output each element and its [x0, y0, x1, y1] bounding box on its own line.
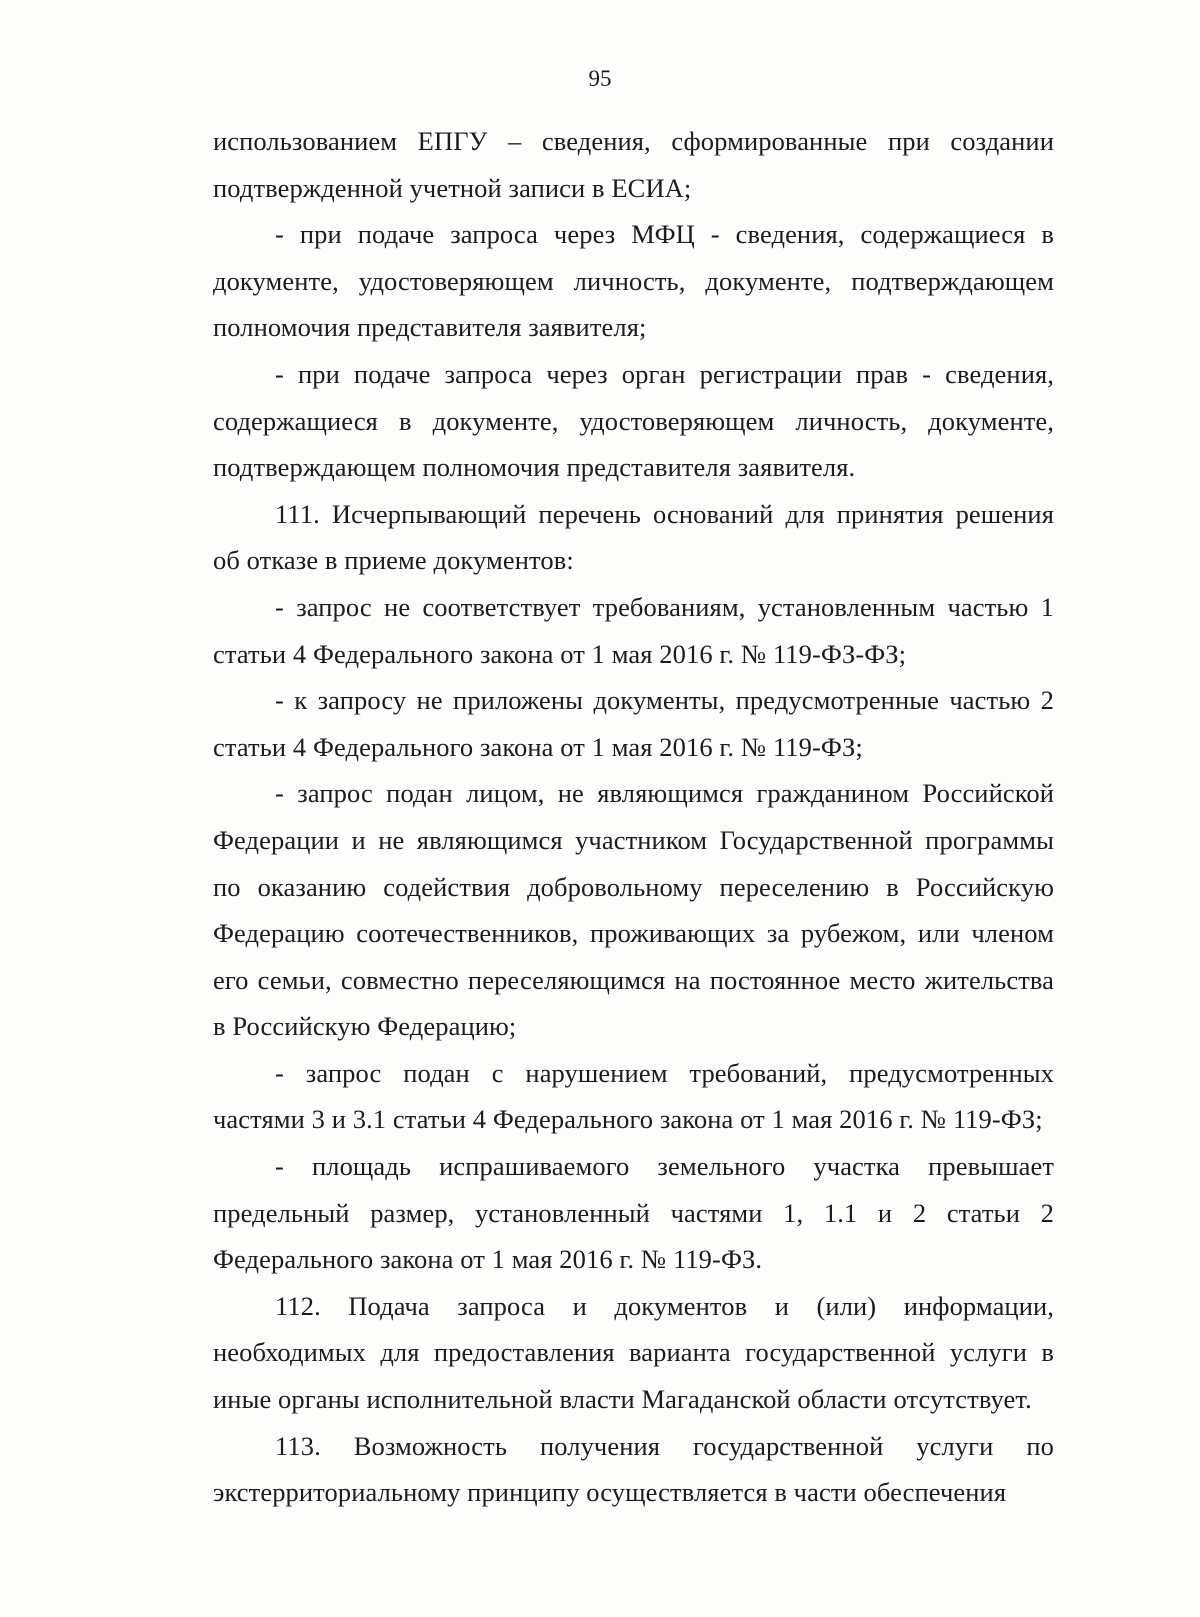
paragraph: - запрос не соответствует требованиям, установленным частью 1 статьи 4 Федерального закона от 1 мая 2016 г. № 119-ФЗ-ФЗ;: [213, 591, 1054, 669]
paragraph: 113. Возможность получения государственной услуги по экстерриториальному принципу осуществляется в части обеспечения: [213, 1430, 1054, 1508]
paragraph: - запрос подан лицом, не являющимся гражданином Российской Федерации и не являющимся участником Государственной программы по оказанию содействия добровольному переселению в Российскую Федерацию соотечественников, проживающих за рубежом, или членом его семьи, совместно переселяющимся на постоянное место жительства в Российскую Федерацию;: [213, 778, 1054, 1042]
paragraph: - запрос подан с нарушением требований, предусмотренных частями 3 и 3.1 статьи 4 Федерального закона от 1 мая 2016 г. № 119-ФЗ;: [213, 1057, 1054, 1135]
paragraph: - площадь испрашиваемого земельного участка превышает предельный размер, установленный частями 1, 1.1 и 2 статьи 2 Федерального закона от 1 мая 2016 г. № 119-ФЗ.: [213, 1151, 1054, 1275]
paragraph: - при подаче запроса через МФЦ - сведения, содержащиеся в документе, удостоверяющем личность, документе, подтверждающем полномочия представителя заявителя;: [213, 219, 1054, 343]
paragraph: - к запросу не приложены документы, предусмотренные частью 2 статьи 4 Федерального закона от 1 мая 2016 г. № 119-ФЗ;: [213, 685, 1054, 762]
paragraph: - при подаче запроса через орган регистрации прав - сведения, содержащиеся в документе, удостоверяющем личность, документе, подтверждающем полномочия представителя заявителя.: [213, 358, 1054, 483]
document-body: [213, 118, 1054, 1516]
paragraph: использованием ЕПГУ – сведения, сформированные при создании подтвержденной учетной записи в ЕСИА;: [213, 126, 1054, 203]
page-number: 95: [588, 66, 612, 91]
paragraph: 111. Исчерпывающий перечень оснований для принятия решения об отказе в приеме документов:: [213, 498, 1054, 576]
paragraph: 112. Подача запроса и документов и (или) информации, необходимых для предоставления варианта государственной услуги в иные органы исполнительной власти Магаданской области отсутствует.: [213, 1290, 1054, 1415]
